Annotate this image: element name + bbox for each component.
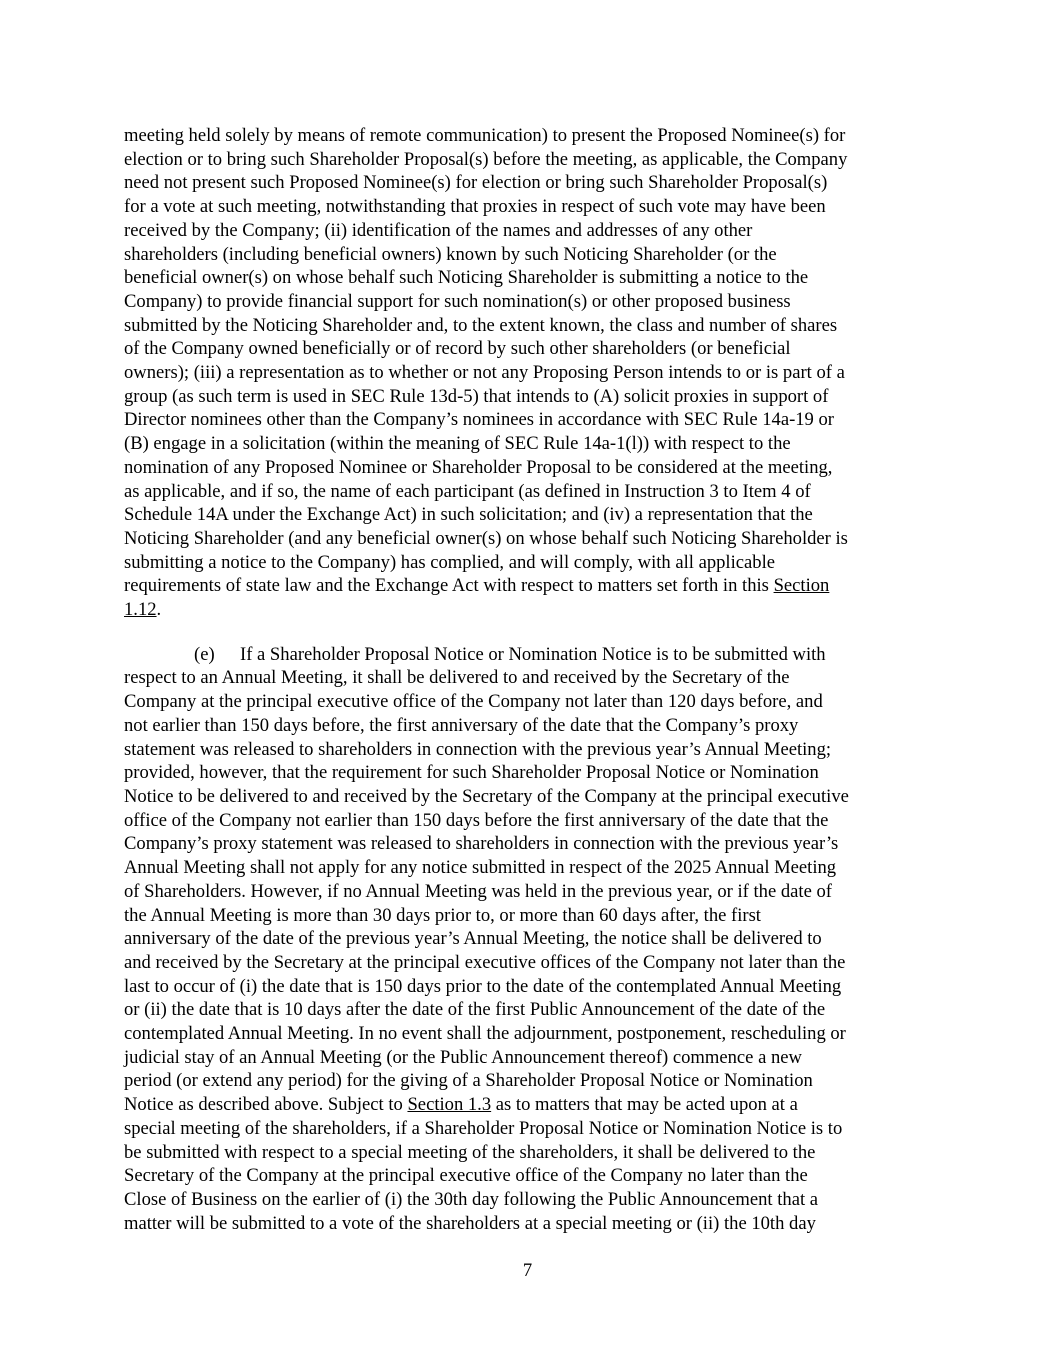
text-line: Company) to provide financial support for such nomination(s) or other proposed business bbox=[124, 290, 791, 312]
text-line: provided, however, that the requirement for such Shareholder Proposal Notice or Nomination bbox=[124, 762, 819, 784]
text-line: beneficial owner(s) on whose behalf such Noticing Shareholder is submitting a notice to the bbox=[124, 267, 809, 289]
text-line: special meeting of the shareholders, if a Shareholder Proposal Notice or Nomination Notice is to bbox=[124, 1117, 843, 1139]
text-line: respect to an Annual Meeting, it shall be delivered to and received by the Secretary of the bbox=[124, 667, 790, 689]
document-body bbox=[124, 124, 939, 1235]
text-segment: as to matters that may be acted upon at a bbox=[491, 1094, 798, 1116]
text-line bbox=[124, 574, 939, 598]
text-line: the Annual Meeting is more than 30 days prior to, or more than 60 days after, the first bbox=[124, 904, 761, 926]
text-segment: Notice as described above. Subject to bbox=[124, 1094, 408, 1116]
paragraph-label: (e) bbox=[194, 643, 215, 665]
text-line: matter will be submitted to a vote of the shareholders at a special meeting or (ii) the 10th day bbox=[124, 1212, 816, 1234]
text-line: or (ii) the date that is 10 days after the date of the first Public Announcement of the date of the bbox=[124, 999, 826, 1021]
text-line: period (or extend any period) for the giving of a Shareholder Proposal Notice or Nomination bbox=[124, 1070, 813, 1092]
text-line: Schedule 14A under the Exchange Act) in such solicitation; and (iv) a representation that the bbox=[124, 504, 813, 526]
text-line: last to occur of (i) the date that is 150 days prior to the date of the contemplated Annual Meeting bbox=[124, 975, 842, 997]
text-line: election or to bring such Shareholder Proposal(s) before the meeting, as applicable, the Company bbox=[124, 148, 848, 170]
text-line: shareholders (including beneficial owners) known by such Noticing Shareholder (or the bbox=[124, 243, 777, 265]
text-line: office of the Company not earlier than 150 days before the first anniversary of the date that the bbox=[124, 809, 829, 831]
text-line: Annual Meeting shall not apply for any notice submitted in respect of the 2025 Annual Meeting bbox=[124, 857, 837, 879]
text-line: and received by the Secretary at the principal executive offices of the Company not later than the bbox=[124, 951, 846, 973]
text-line: statement was released to shareholders in connection with the previous year’s Annual Meeting; bbox=[124, 738, 832, 760]
text-line bbox=[124, 643, 939, 667]
text-line: anniversary of the date of the previous year’s Annual Meeting, the notice shall be delivered to bbox=[124, 928, 822, 950]
section-reference-link[interactable]: 1.12 bbox=[124, 599, 157, 621]
text-line: be submitted with respect to a special meeting of the shareholders, it shall be delivered to the bbox=[124, 1141, 816, 1163]
text-line: received by the Company; (ii) identification of the names and addresses of any other bbox=[124, 219, 753, 241]
text-line: as applicable, and if so, the name of each participant (as defined in Instruction 3 to Item 4 of bbox=[124, 480, 811, 502]
text-line: owners); (iii) a representation as to whether or not any Proposing Person intends to or is part of a bbox=[124, 362, 845, 384]
text-line: Director nominees other than the Company’s nominees in accordance with SEC Rule 14a-19 or bbox=[124, 409, 834, 431]
text-line: of Shareholders. However, if no Annual Meeting was held in the previous year, or if the date of bbox=[124, 880, 832, 902]
text-segment: If a Shareholder Proposal Notice or Nomination Notice is to be submitted with bbox=[240, 643, 826, 665]
paragraph-d-continuation bbox=[124, 124, 939, 622]
paragraph-e bbox=[124, 643, 939, 1236]
text-line: of the Company owned beneficially or of record by such other shareholders (or beneficial bbox=[124, 338, 791, 360]
text-line: judicial stay of an Annual Meeting (or the Public Announcement thereof) commence a new bbox=[124, 1046, 802, 1068]
text-line: contemplated Annual Meeting. In no event shall the adjournment, postponement, rescheduling or bbox=[124, 1023, 846, 1045]
text-line: for a vote at such meeting, notwithstanding that proxies in respect of such vote may have been bbox=[124, 196, 826, 218]
section-reference-link[interactable]: Section 1.3 bbox=[407, 1094, 492, 1116]
text-line: nomination of any Proposed Nominee or Shareholder Proposal to be considered at the meeting, bbox=[124, 456, 833, 478]
text-line: Close of Business on the earlier of (i) the 30th day following the Public Announcement that a bbox=[124, 1188, 819, 1210]
text-segment: requirements of state law and the Exchange Act with respect to matters set forth in this bbox=[124, 575, 774, 597]
text-line: Notice to be delivered to and received by the Secretary of the Company at the principal executive bbox=[124, 785, 849, 807]
text-line: Noticing Shareholder (and any beneficial owner(s) on whose behalf such Noticing Shareholder is bbox=[124, 527, 848, 549]
text-line: submitted by the Noticing Shareholder and, to the extent known, the class and number of shares bbox=[124, 314, 838, 336]
text-line bbox=[124, 1093, 939, 1117]
section-reference-link[interactable]: Section bbox=[773, 575, 830, 597]
text-line: need not present such Proposed Nominee(s) for election or bring such Shareholder Proposal(s) bbox=[124, 172, 828, 194]
text-line: group (as such term is used in SEC Rule 13d-5) that intends to (A) solicit proxies in support of bbox=[124, 385, 829, 407]
text-line: not earlier than 150 days before, the first anniversary of the date that the Company’s proxy bbox=[124, 714, 799, 736]
page-number: 7 bbox=[522, 1260, 533, 1281]
text-line: Secretary of the Company at the principal executive office of the Company no later than the bbox=[124, 1165, 808, 1187]
text-line: (B) engage in a solicitation (within the meaning of SEC Rule 14a-1(l)) with respect to the bbox=[124, 433, 791, 455]
paragraph-spacer bbox=[124, 622, 939, 643]
text-line bbox=[124, 598, 939, 622]
text-line: Company at the principal executive office of the Company not later than 120 days before, and bbox=[124, 691, 823, 713]
text-segment: . bbox=[156, 599, 162, 621]
text-line: meeting held solely by means of remote communication) to present the Proposed Nominee(s) for bbox=[124, 125, 846, 146]
text-line: submitting a notice to the Company) has complied, and will comply, with all applicable bbox=[124, 551, 775, 573]
text-line: Company’s proxy statement was released to shareholders in connection with the previous year’s bbox=[124, 833, 839, 855]
